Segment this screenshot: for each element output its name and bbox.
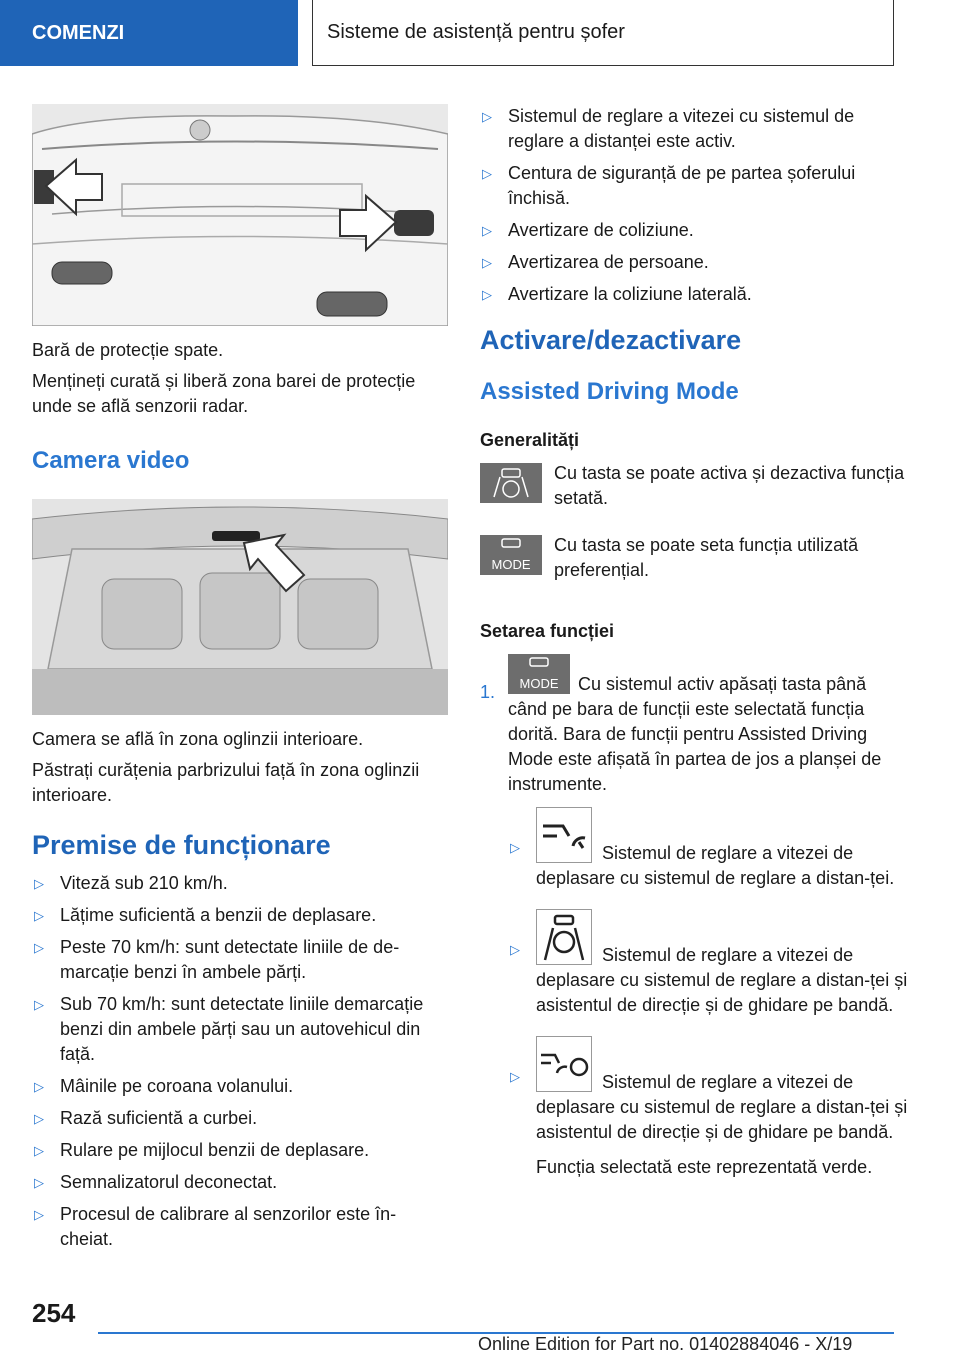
- assisted-driving-heading: Assisted Driving Mode: [480, 378, 739, 405]
- triangle-bullet-icon: ▷: [482, 255, 492, 270]
- chapter-title-box: [312, 0, 894, 66]
- left-column: [32, 104, 448, 1259]
- steering-assist-icon: [536, 909, 592, 965]
- triangle-bullet-icon: ▷: [510, 942, 520, 957]
- function-option: ▷ Sistemul de reglare a vitezei de deplasare cu sistemul de reglare a distan-ței și asistentul de direcție și de ghidare pe bandă.: [508, 909, 910, 1018]
- distance-steering-icon: [536, 1036, 592, 1092]
- button-row-mode: [480, 533, 910, 593]
- fig1-caption: Bară de protecție spate.: [32, 340, 224, 360]
- rear-bumper-figure: [32, 104, 448, 326]
- triangle-bullet-icon: ▷: [34, 940, 44, 955]
- triangle-bullet-icon: ▷: [34, 997, 44, 1012]
- camera-heading: Camera video: [32, 447, 190, 474]
- activation-heading: Activare/dezactivare: [480, 325, 742, 355]
- list-item: ▷ Semnalizatorul deconectat.: [32, 1170, 448, 1195]
- step-number: 1.: [480, 682, 496, 702]
- list-item: ▷ Rază suficientă a curbei.: [32, 1106, 448, 1131]
- triangle-bullet-icon: ▷: [34, 1143, 44, 1158]
- list-item: ▷ Avertizare de coliziune.: [480, 218, 910, 243]
- triangle-bullet-icon: ▷: [34, 1111, 44, 1126]
- list-item: ▷ Sub 70 km/h: sunt detectate liniile demarcație benzi din ambele părți sau un autovehicul din față.: [34, 994, 424, 1064]
- triangle-bullet-icon: ▷: [482, 109, 492, 124]
- chapter-title: Sisteme de asistență pentru șofer: [327, 21, 625, 43]
- svg-text:MODE: MODE: [519, 676, 559, 691]
- list-item: ▷ Sistemul de reglare a vitezei cu sistemul de reglare a distanței este activ.: [482, 106, 855, 151]
- triangle-bullet-icon: ▷: [482, 223, 492, 238]
- section-label: COMENZI: [32, 21, 125, 44]
- distance-control-icon: [536, 807, 592, 863]
- triangle-bullet-icon: ▷: [34, 908, 44, 923]
- condition-list: [480, 104, 910, 307]
- list-item: ▷ Centura de siguranță de pe partea șoferului închisă.: [482, 163, 856, 208]
- list-item: ▷ Viteză sub 210 km/h.: [32, 871, 448, 896]
- triangle-bullet-icon: ▷: [34, 1175, 44, 1190]
- function-option: ▷ Sistemul de reglare a vitezei de deplasare cu sistemul de reglare a distan-ței.: [508, 807, 910, 891]
- premise-list: [32, 871, 448, 1252]
- right-column: [480, 104, 910, 1186]
- svg-text:MODE: MODE: [491, 557, 531, 572]
- list-item: ▷ Peste 70 km/h: sunt detectate liniile de de-marcație benzi în ambele părți.: [34, 937, 400, 982]
- list-item: ▷ Procesul de calibrare al senzorilor este în-cheiat.: [34, 1204, 397, 1249]
- final-note: Funcția selectată este reprezentată verde.: [536, 1157, 873, 1177]
- step-1: [480, 654, 910, 1180]
- fig1-text: Mențineți curată și liberă zona barei de protecție unde se află senzorii radar.: [32, 371, 416, 416]
- section-tab: [0, 0, 298, 66]
- setting-heading: Setarea funcției: [480, 621, 615, 641]
- triangle-bullet-icon: ▷: [482, 166, 492, 181]
- function-option: ▷ Sistemul de reglare a vitezei de deplasare cu sistemul de reglare a distan-ței și asistentul de direcție și de ghidare pe bandă.: [508, 1036, 910, 1145]
- triangle-bullet-icon: ▷: [510, 840, 520, 855]
- button-row-activate: [480, 461, 910, 521]
- triangle-bullet-icon: ▷: [34, 1079, 44, 1094]
- mode-button-icon: [480, 535, 542, 575]
- list-item: ▷ Avertizare la coliziune laterală.: [480, 282, 910, 307]
- step-text: Cu sistemul activ apăsați tasta până când pe bara de funcții este selectată funcția dorită. Bara de funcții pentru Assisted Driving Mode este afișată în partea de jos a planșei de instrumente.: [508, 674, 882, 794]
- fig2-caption: Camera se află în zona oglinzii interioare.: [32, 729, 364, 749]
- list-item: ▷ Mâinile pe coroana volanului.: [32, 1074, 448, 1099]
- general-heading: Generalități: [480, 430, 580, 450]
- list-item: ▷ Avertizarea de persoane.: [480, 250, 910, 275]
- button1-description: Cu tasta se poate activa și dezactiva funcția setată.: [554, 463, 905, 508]
- button2-description: Cu tasta se poate seta funcția utilizată preferențial.: [554, 535, 859, 580]
- triangle-bullet-icon: ▷: [510, 1069, 520, 1084]
- page-number: 254: [32, 1298, 76, 1328]
- assist-steering-button-icon: [480, 463, 542, 503]
- list-item: ▷ Rulare pe mijlocul benzii de deplasare.: [32, 1138, 448, 1163]
- triangle-bullet-icon: ▷: [482, 287, 492, 302]
- triangle-bullet-icon: ▷: [34, 876, 44, 891]
- camera-figure: [32, 499, 448, 715]
- mode-button-icon: [508, 654, 570, 694]
- edition-text: Online Edition for Part no. 01402884046 - X/19: [478, 1334, 853, 1354]
- fig2-text: Păstrați curățenia parbrizului față în zona oglinzii interioare.: [32, 760, 420, 805]
- triangle-bullet-icon: ▷: [34, 1207, 44, 1222]
- list-item: ▷ Lățime suficientă a benzii de deplasare.: [32, 903, 448, 928]
- premise-heading: Premise de funcționare: [32, 830, 331, 860]
